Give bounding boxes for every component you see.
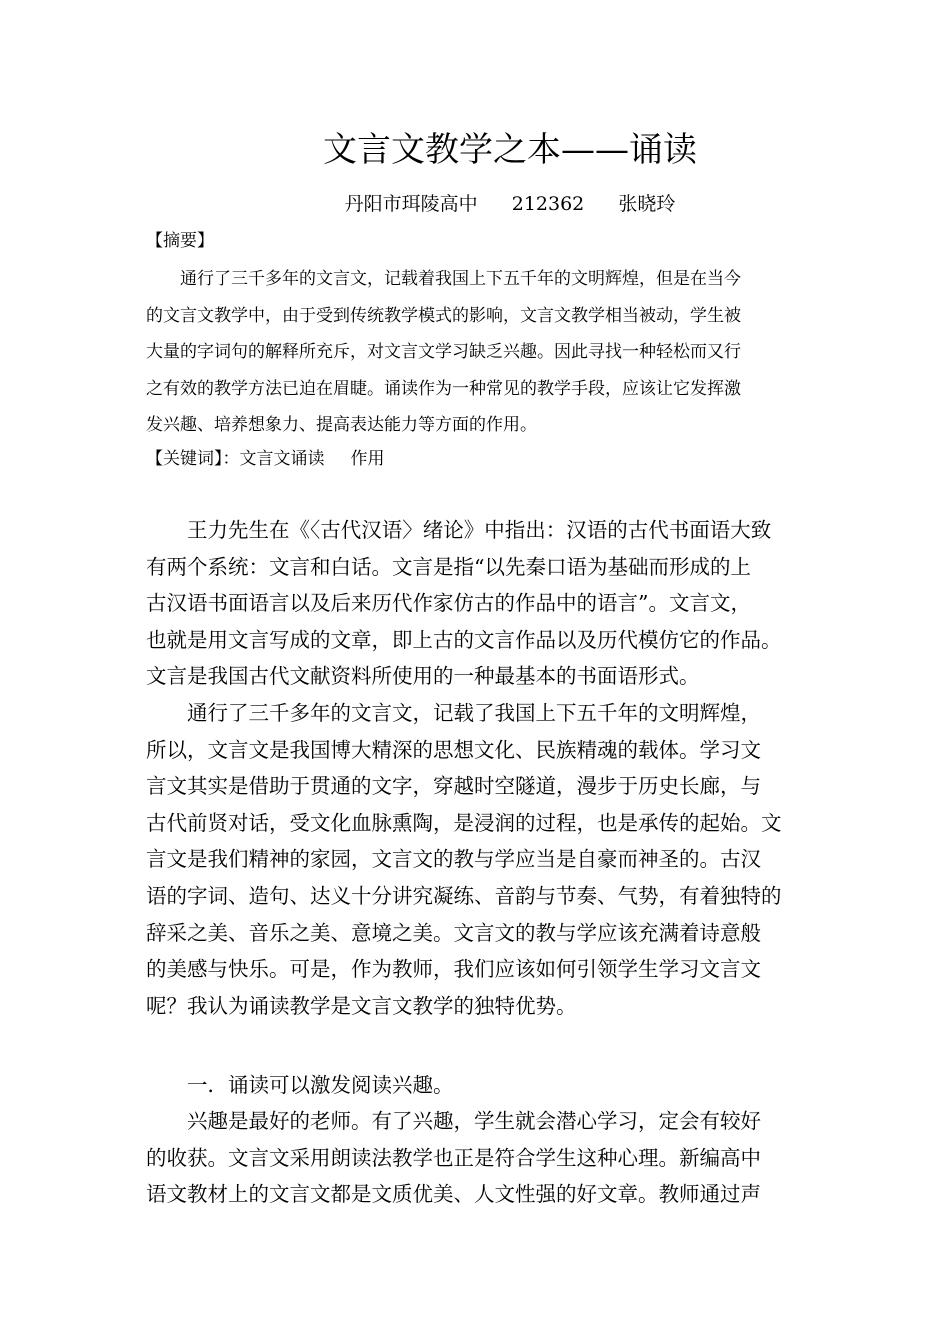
keywords-label: 【关键词】： — [146, 449, 240, 469]
paragraph-line: 古汉语书面语言以及后来历代作家仿古的作品中的语言”。文言文， — [146, 591, 751, 616]
section-heading-line: 一．诵读可以激发阅读兴趣。 — [146, 1073, 454, 1097]
section-1-heading — [146, 1067, 826, 1104]
paragraph-line: 的收获。文言文采用朗读法教学也正是符合学生这种心理。新编高中 — [146, 1145, 761, 1170]
keyword-item: 作用 — [350, 449, 385, 469]
paragraph-3 — [146, 1103, 826, 1213]
abstract-line: 的文言文教学中，由于受到传统教学模式的影响，文言文教学相当被动，学生被 — [146, 305, 741, 326]
abstract-heading: 【摘要】 — [146, 231, 214, 251]
paragraph-line: 兴趣是最好的老师。有了兴趣，学生就会潜心学习，定会有较好 — [146, 1109, 761, 1133]
abstract-line: 大量的字词句的解释所充斥，对文言文学习缺乏兴趣。因此寻找一种轻松而又行 — [146, 342, 741, 362]
byline-author: 张晓玲 — [618, 193, 676, 215]
paragraph-line: 文言是我国古代文献资料所使用的一种最基本的书面语形式。 — [146, 664, 700, 689]
paragraph-line: 语文教材上的文言文都是文质优美、人文性强的好文章。教师通过声 — [146, 1182, 761, 1207]
paragraph-line: 有两个系统：文言和白话。文言是指“以先秦口语为基础而形成的上 — [146, 554, 751, 579]
paragraph-line: 所以，文言文是我国博大精深的思想文化、民族精魂的载体。学习文 — [146, 737, 761, 762]
paragraph-2 — [146, 695, 826, 1024]
abstract-line: 之有效的教学方法已迫在眉睫。诵读作为一种常见的教学手段，应该让它发挥激 — [146, 378, 741, 399]
paragraph-line: 也就是用文言写成的文章，即上古的文言作品以及历代模仿它的作品。 — [146, 627, 782, 652]
paragraph-line: 的美感与快乐。可是，作为教师，我们应该如何引领学生学习文言文 — [146, 957, 761, 982]
abstract-line: 通行了三千多年的文言文，记载着我国上下五千年的文明辉煌，但是在当今 — [146, 269, 741, 289]
keywords-row — [146, 446, 385, 472]
paragraph-line: 通行了三千多年的文言文，记载了我国上下五千年的文明辉煌， — [146, 701, 761, 725]
byline-postcode: 212362 — [511, 193, 585, 215]
paragraph-line: 辞采之美、音乐之美、意境之美。文言文的教与学应该充满着诗意般 — [146, 920, 761, 945]
document-title: 文言文教学之本——诵读 — [323, 130, 697, 170]
paragraph-1 — [146, 512, 826, 695]
paragraph-line: 言文是我们精神的家园，文言文的教与学应当是自豪而神圣的。古汉 — [146, 847, 761, 872]
abstract-body — [146, 261, 812, 444]
paragraph-line: 呢？我认为诵读教学是文言文教学的独特优势。 — [146, 993, 577, 1018]
paragraph-line: 语的字词、造句、达义十分讲究凝练、音韵与节奏、气势，有着独特的 — [146, 883, 782, 908]
byline-school: 丹阳市珥陵高中 — [344, 193, 478, 215]
author-byline — [0, 190, 950, 218]
paragraph-line: 王力先生在《〈古代汉语〉绪论》中指出：汉语的古代书面语大致 — [146, 518, 772, 542]
keyword-item: 文言文诵读 — [239, 449, 325, 469]
paragraph-line: 言文其实是借助于贯通的文字，穿越时空隧道，漫步于历史长廊，与 — [146, 774, 761, 799]
paragraph-line: 古代前贤对话，受文化血脉熏陶，是浸润的过程，也是承传的起始。文 — [146, 810, 782, 835]
abstract-line: 发兴趣、培养想象力、提高表达能力等方面的作用。 — [146, 415, 537, 435]
